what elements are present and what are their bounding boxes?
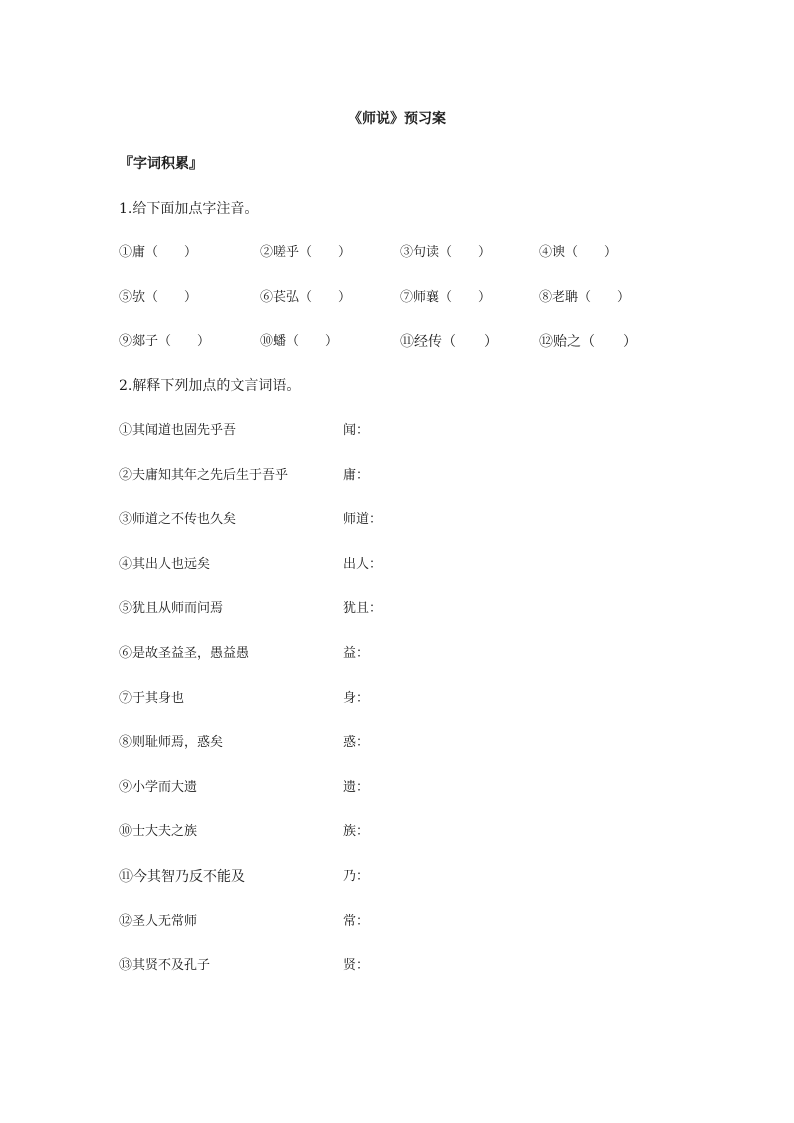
- definition-row: [119, 822, 679, 867]
- definition-sentence: ⑬其贤不及孔子: [119, 958, 211, 974]
- pinyin-item: ⑥苌弘（ ）: [260, 290, 352, 305]
- definition-term: 遗：: [343, 779, 370, 795]
- definition-term: 常：: [343, 913, 370, 929]
- pinyin-item: ④谀（ ）: [539, 245, 618, 260]
- definition-term: 益：: [343, 645, 370, 661]
- definition-term: 乃：: [343, 868, 370, 884]
- definition-sentence: ⑩士大夫之族: [119, 824, 198, 840]
- definition-list: [119, 421, 679, 1001]
- definition-sentence: ①其闻道也固先乎吾: [119, 423, 237, 438]
- pinyin-item: ①庸（ ）: [119, 245, 198, 260]
- pinyin-item: ⑧老聃（ ）: [539, 290, 631, 305]
- definition-row: [119, 912, 679, 957]
- definition-term: 贤：: [343, 958, 370, 974]
- pinyin-item: ⑪经传（ ）: [400, 334, 498, 350]
- pinyin-item: ③句读（ ）: [400, 245, 492, 260]
- pinyin-row-1: [119, 243, 679, 263]
- definition-term: 庸：: [343, 467, 370, 483]
- definition-term: 犹且：: [343, 601, 383, 617]
- definition-sentence: ②夫庸知其年之先后生于吾乎: [119, 467, 289, 483]
- definition-sentence: ③师道之不传也久矣: [119, 512, 237, 528]
- definition-row: [119, 689, 679, 734]
- definition-row: [119, 599, 679, 644]
- definition-row: [119, 555, 679, 600]
- page-title: 《师说》预习案: [348, 111, 446, 127]
- pinyin-row-3: [119, 332, 679, 352]
- definition-term: 惑：: [343, 735, 370, 751]
- pinyin-item: ⑫贻之（ ）: [539, 334, 637, 350]
- definition-row: [119, 421, 679, 466]
- definition-term: 闻：: [343, 423, 370, 438]
- definition-row: [119, 733, 679, 778]
- definition-sentence: ⑫圣人无常师: [119, 913, 198, 929]
- pinyin-item: ⑨郯子（ ）: [119, 334, 211, 349]
- question-1-title: 1.给下面加点字注音。: [119, 201, 259, 217]
- definition-row: [119, 510, 679, 555]
- section-heading: 『字词积累』: [119, 156, 203, 172]
- pinyin-item: ⑤欤（ ）: [119, 290, 198, 305]
- pinyin-item: ⑦师襄（ ）: [400, 290, 492, 305]
- definition-sentence: ⑨小学而大遗: [119, 779, 198, 795]
- question-2-title: 2.解释下列加点的文言词语。: [119, 378, 301, 394]
- definition-row: [119, 956, 679, 1001]
- definition-sentence: ⑦于其身也: [119, 690, 185, 706]
- definition-term: 师道：: [343, 512, 383, 528]
- definition-row: [119, 466, 679, 511]
- pinyin-item: ②嗟乎（ ）: [260, 245, 352, 260]
- definition-row: [119, 867, 679, 912]
- definition-sentence: ⑤犹且从师而问焉: [119, 601, 224, 617]
- definition-sentence: ④其出人也远矣: [119, 556, 211, 572]
- pinyin-item: ⑩蟠（ ）: [260, 334, 339, 349]
- definition-term: 出人：: [343, 556, 383, 572]
- definition-sentence: ⑪今其智乃反不能及: [119, 868, 245, 885]
- definition-term: 族：: [343, 824, 370, 840]
- definition-sentence: ⑧则耻师焉，惑矣: [119, 735, 224, 751]
- pinyin-row-2: [119, 288, 679, 308]
- definition-term: 身：: [343, 690, 370, 706]
- definition-row: [119, 644, 679, 689]
- definition-sentence: ⑥是故圣益圣，愚益愚: [119, 645, 250, 661]
- definition-row: [119, 778, 679, 823]
